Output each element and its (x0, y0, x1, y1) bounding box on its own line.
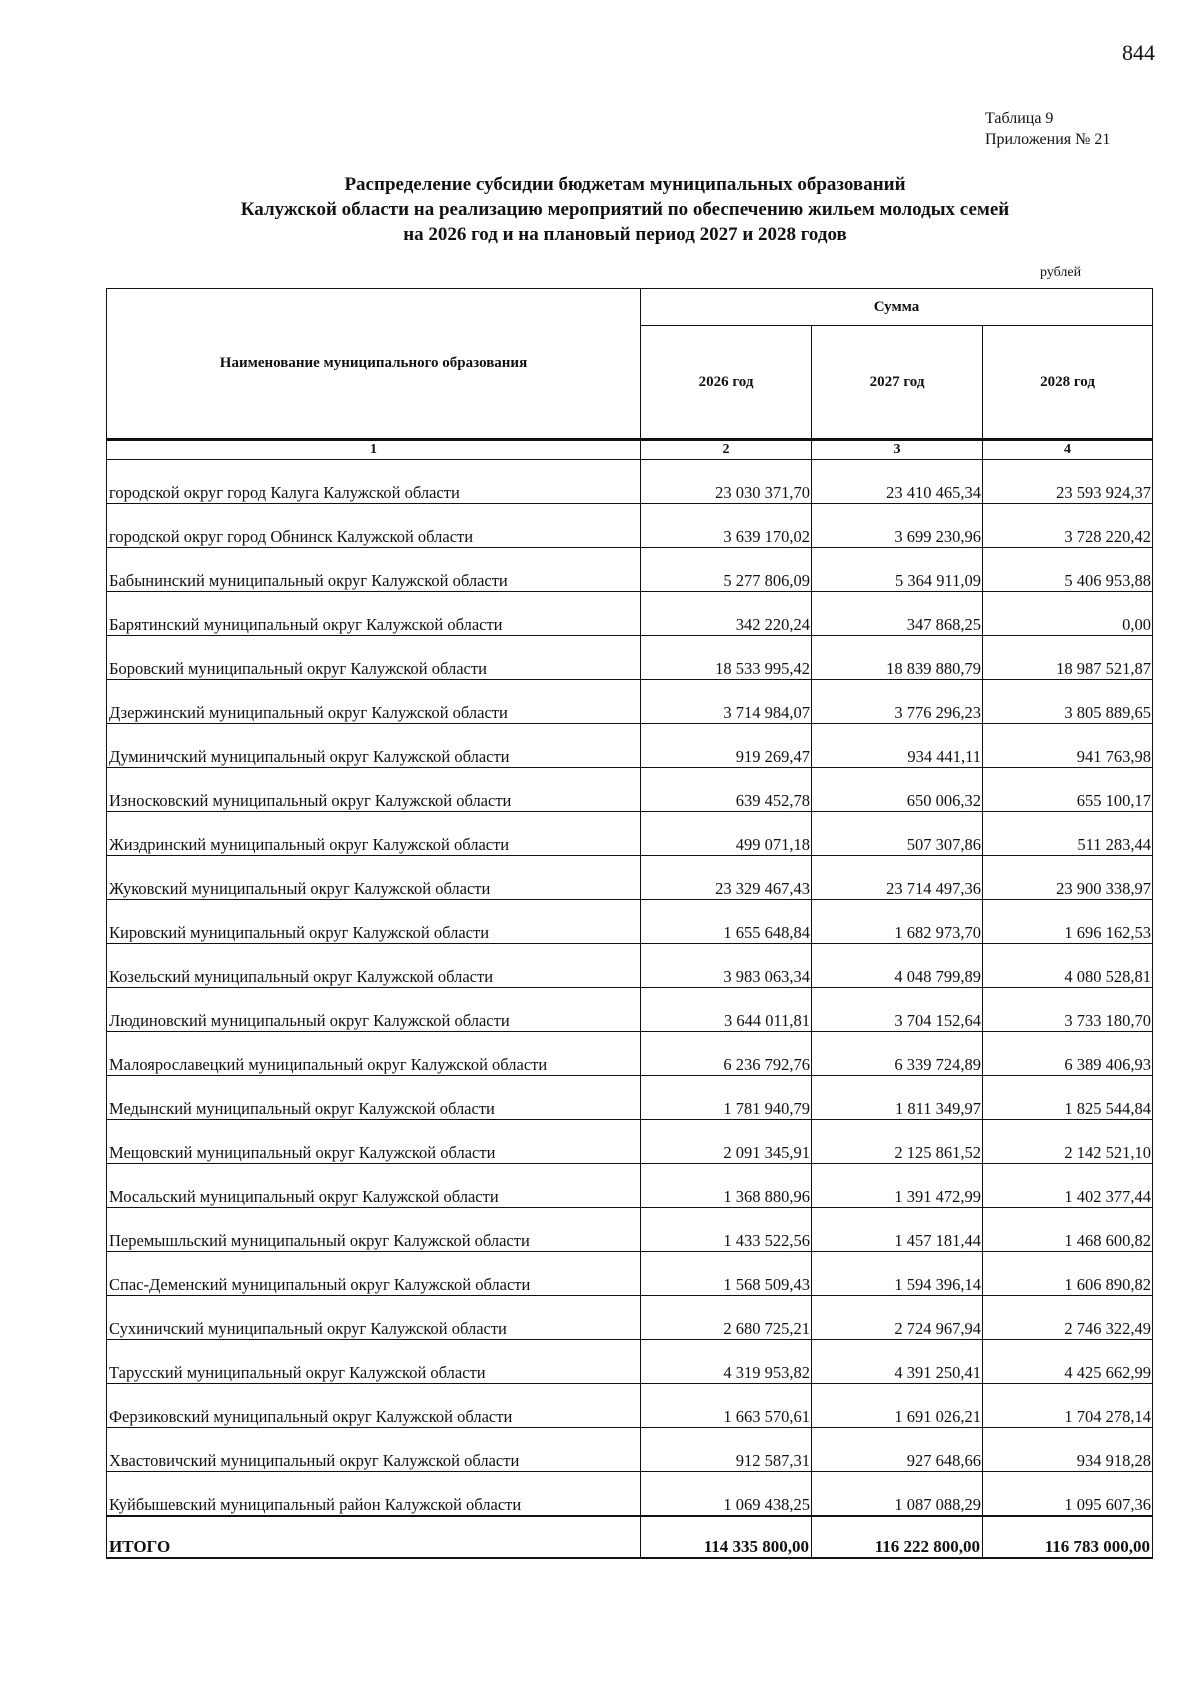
table-row (107, 1472, 1153, 1517)
amount-2026: 912 587,31 (641, 1428, 812, 1472)
amount-2027: 23 714 497,36 (812, 856, 983, 900)
municipality-name: Малоярославецкий муниципальный округ Калужской области (107, 1032, 641, 1076)
amount-2028: 4 425 662,99 (983, 1340, 1153, 1384)
amount-2028: 655 100,17 (983, 768, 1153, 812)
amount-2028: 511 283,44 (983, 812, 1153, 856)
total-label: ИТОГО (107, 1516, 641, 1558)
amount-2028: 4 080 528,81 (983, 944, 1153, 988)
municipality-name: городской округ город Калуга Калужской области (107, 460, 641, 504)
table-row (107, 1164, 1153, 1208)
amount-2027: 2 125 861,52 (812, 1120, 983, 1164)
amount-2026: 3 983 063,34 (641, 944, 812, 988)
page-number: 844 (1122, 40, 1155, 65)
amount-2028: 2 142 521,10 (983, 1120, 1153, 1164)
table-row (107, 1208, 1153, 1252)
amount-2027: 1 457 181,44 (812, 1208, 983, 1252)
amount-2027: 18 839 880,79 (812, 636, 983, 680)
header-name: Наименование муниципального образования (107, 289, 641, 440)
municipality-name: Мосальский муниципальный округ Калужской области (107, 1164, 641, 1208)
header-col-number: 4 (983, 440, 1153, 460)
amount-2027: 5 364 911,09 (812, 548, 983, 592)
municipality-name: городской округ город Обнинск Калужской области (107, 504, 641, 548)
amount-2027: 6 339 724,89 (812, 1032, 983, 1076)
amount-2027: 3 699 230,96 (812, 504, 983, 548)
amount-2027: 347 868,25 (812, 592, 983, 636)
table-body (107, 460, 1153, 1559)
total-2027: 116 222 800,00 (812, 1516, 983, 1558)
amount-2026: 1 568 509,43 (641, 1252, 812, 1296)
table-row (107, 768, 1153, 812)
table-row (107, 988, 1153, 1032)
amount-2026: 919 269,47 (641, 724, 812, 768)
amount-2026: 639 452,78 (641, 768, 812, 812)
amount-2027: 1 682 973,70 (812, 900, 983, 944)
amount-2028: 3 733 180,70 (983, 988, 1153, 1032)
amount-2026: 1 663 570,61 (641, 1384, 812, 1428)
table-row (107, 1296, 1153, 1340)
municipality-name: Перемышльский муниципальный округ Калужской области (107, 1208, 641, 1252)
municipality-name: Ферзиковский муниципальный округ Калужской области (107, 1384, 641, 1428)
municipality-name: Кировский муниципальный округ Калужской области (107, 900, 641, 944)
amount-2027: 934 441,11 (812, 724, 983, 768)
amount-2028: 5 406 953,88 (983, 548, 1153, 592)
amount-2026: 1 781 940,79 (641, 1076, 812, 1120)
table-row (107, 504, 1153, 548)
table-row (107, 636, 1153, 680)
amount-2026: 2 091 345,91 (641, 1120, 812, 1164)
table-row (107, 1076, 1153, 1120)
municipality-name: Медынский муниципальный округ Калужской области (107, 1076, 641, 1120)
amount-2028: 1 095 607,36 (983, 1472, 1153, 1517)
amount-2028: 6 389 406,93 (983, 1032, 1153, 1076)
amount-2027: 1 811 349,97 (812, 1076, 983, 1120)
table-row (107, 1428, 1153, 1472)
title-line-1: Распределение субсидии бюджетам муниципальных образований (344, 174, 906, 195)
title-line-3: на 2026 год и на плановый период 2027 и 2028 годов (403, 224, 847, 245)
table-row (107, 1032, 1153, 1076)
title-line-2: Калужской области на реализацию мероприятий по обеспечению жильем молодых семей (240, 199, 1010, 220)
amount-2028: 2 746 322,49 (983, 1296, 1153, 1340)
subsidy-table (106, 288, 1153, 1559)
amount-2026: 3 714 984,07 (641, 680, 812, 724)
municipality-name: Людиновский муниципальный округ Калужской области (107, 988, 641, 1032)
amount-2027: 2 724 967,94 (812, 1296, 983, 1340)
table-row (107, 900, 1153, 944)
header-col-number: 1 (107, 440, 641, 460)
table-label: Таблица 9 (985, 110, 1054, 127)
municipality-name: Козельский муниципальный округ Калужской области (107, 944, 641, 988)
amount-2028: 941 763,98 (983, 724, 1153, 768)
amount-2028: 0,00 (983, 592, 1153, 636)
header-col-number: 2 (641, 440, 812, 460)
amount-2027: 3 704 152,64 (812, 988, 983, 1032)
amount-2027: 1 391 472,99 (812, 1164, 983, 1208)
municipality-name: Жуковский муниципальный округ Калужской области (107, 856, 641, 900)
table-row (107, 460, 1153, 504)
amount-2028: 3 728 220,42 (983, 504, 1153, 548)
municipality-name: Боровский муниципальный округ Калужской области (107, 636, 641, 680)
amount-2026: 1 368 880,96 (641, 1164, 812, 1208)
amount-2028: 1 696 162,53 (983, 900, 1153, 944)
amount-2026: 5 277 806,09 (641, 548, 812, 592)
table-row (107, 592, 1153, 636)
header-sum: Сумма (641, 289, 1153, 326)
municipality-name: Хвастовичский муниципальный округ Калужской области (107, 1428, 641, 1472)
amount-2026: 3 644 011,81 (641, 988, 812, 1032)
amount-2026: 499 071,18 (641, 812, 812, 856)
total-2026: 114 335 800,00 (641, 1516, 812, 1558)
amount-2027: 1 087 088,29 (812, 1472, 983, 1517)
table-row (107, 856, 1153, 900)
amount-2026: 23 030 371,70 (641, 460, 812, 504)
header-year-2027: 2027 год (812, 326, 983, 440)
amount-2027: 507 307,86 (812, 812, 983, 856)
total-row (107, 1516, 1153, 1558)
table-row (107, 548, 1153, 592)
table-row (107, 1252, 1153, 1296)
amount-2028: 1 606 890,82 (983, 1252, 1153, 1296)
amount-2026: 18 533 995,42 (641, 636, 812, 680)
municipality-name: Тарусский муниципальный округ Калужской области (107, 1340, 641, 1384)
amount-2028: 1 468 600,82 (983, 1208, 1153, 1252)
table-row (107, 1340, 1153, 1384)
amount-2027: 1 691 026,21 (812, 1384, 983, 1428)
municipality-name: Дзержинский муниципальный округ Калужской области (107, 680, 641, 724)
appendix-reference (985, 108, 1110, 150)
amount-2028: 934 918,28 (983, 1428, 1153, 1472)
table-row (107, 944, 1153, 988)
header-year-2026: 2026 год (641, 326, 812, 440)
amount-2028: 18 987 521,87 (983, 636, 1153, 680)
amount-2027: 3 776 296,23 (812, 680, 983, 724)
amount-2026: 342 220,24 (641, 592, 812, 636)
amount-2027: 927 648,66 (812, 1428, 983, 1472)
municipality-name: Куйбышевский муниципальный район Калужской области (107, 1472, 641, 1517)
appendix-label: Приложения № 21 (985, 131, 1111, 148)
municipality-name: Думиничский муниципальный округ Калужской области (107, 724, 641, 768)
amount-2026: 2 680 725,21 (641, 1296, 812, 1340)
municipality-name: Барятинский муниципальный округ Калужской области (107, 592, 641, 636)
amount-2026: 3 639 170,02 (641, 504, 812, 548)
total-2028: 116 783 000,00 (983, 1516, 1153, 1558)
amount-2026: 6 236 792,76 (641, 1032, 812, 1076)
units-label: рублей (1040, 265, 1082, 280)
amount-2027: 4 391 250,41 (812, 1340, 983, 1384)
table-row (107, 680, 1153, 724)
amount-2028: 23 900 338,97 (983, 856, 1153, 900)
amount-2026: 23 329 467,43 (641, 856, 812, 900)
document-title (100, 172, 1150, 247)
amount-2027: 1 594 396,14 (812, 1252, 983, 1296)
municipality-name: Жиздринский муниципальный округ Калужской области (107, 812, 641, 856)
table-row (107, 724, 1153, 768)
amount-2026: 1 069 438,25 (641, 1472, 812, 1517)
table-row (107, 1120, 1153, 1164)
header-year-2028: 2028 год (983, 326, 1153, 440)
amount-2028: 23 593 924,37 (983, 460, 1153, 504)
amount-2026: 1 655 648,84 (641, 900, 812, 944)
municipality-name: Бабынинский муниципальный округ Калужской области (107, 548, 641, 592)
amount-2028: 3 805 889,65 (983, 680, 1153, 724)
amount-2027: 4 048 799,89 (812, 944, 983, 988)
amount-2027: 23 410 465,34 (812, 460, 983, 504)
table-row (107, 812, 1153, 856)
amount-2028: 1 402 377,44 (983, 1164, 1153, 1208)
municipality-name: Мещовский муниципальный округ Калужской области (107, 1120, 641, 1164)
header-col-number: 3 (812, 440, 983, 460)
municipality-name: Износковский муниципальный округ Калужской области (107, 768, 641, 812)
amount-2026: 1 433 522,56 (641, 1208, 812, 1252)
table-row (107, 1384, 1153, 1428)
amount-2026: 4 319 953,82 (641, 1340, 812, 1384)
amount-2028: 1 704 278,14 (983, 1384, 1153, 1428)
municipality-name: Спас-Деменский муниципальный округ Калужской области (107, 1252, 641, 1296)
municipality-name: Сухиничский муниципальный округ Калужской области (107, 1296, 641, 1340)
amount-2028: 1 825 544,84 (983, 1076, 1153, 1120)
amount-2027: 650 006,32 (812, 768, 983, 812)
